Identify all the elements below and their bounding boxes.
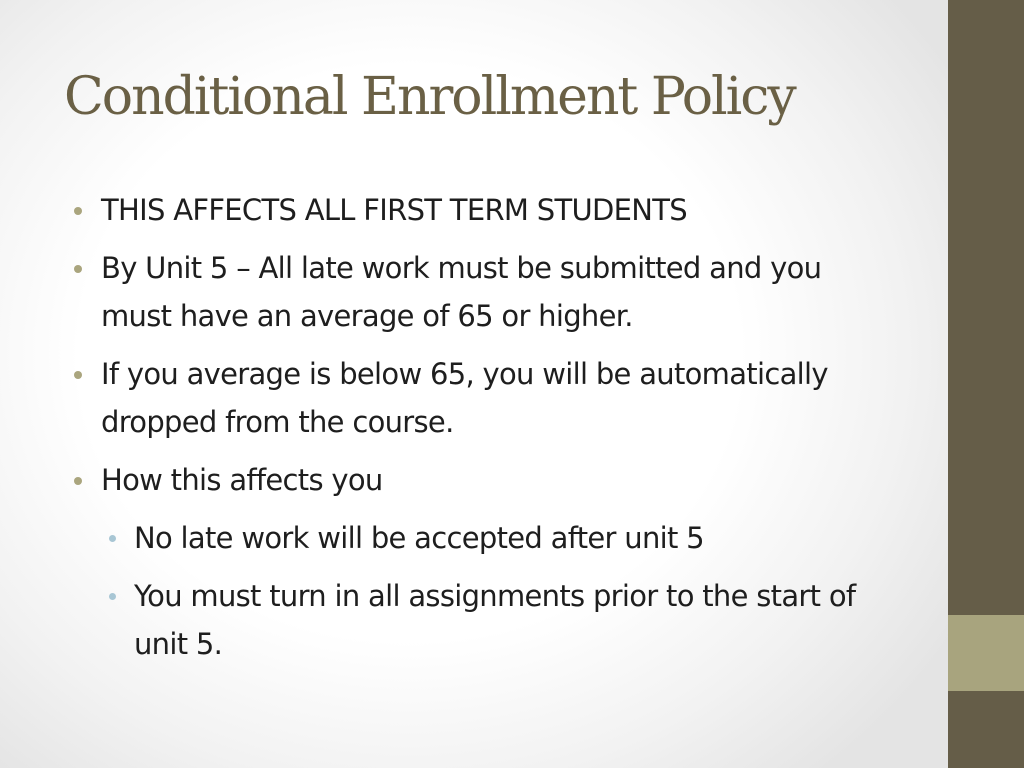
bullet-item <box>72 456 882 504</box>
bullet-dot-icon <box>74 371 82 379</box>
sub-bullet-text: You must turn in all assignments prior to the start of unit 5. <box>134 579 856 661</box>
sub-bullet-text: No late work will be accepted after unit 5 <box>134 521 704 555</box>
bullet-list <box>72 186 882 678</box>
bullet-text: THIS AFFECTS ALL FIRST TERM STUDENTS <box>101 193 687 227</box>
sub-bullet-dot-icon <box>109 593 116 600</box>
bullet-dot-icon <box>74 265 82 273</box>
bullet-item <box>72 350 882 446</box>
slide-title: Conditional Enrollment Policy <box>64 67 795 127</box>
bullet-dot-icon <box>74 477 82 485</box>
sub-bullet-item <box>105 514 882 562</box>
side-accent-block <box>948 615 1024 691</box>
sub-bullet-dot-icon <box>109 535 116 542</box>
bullet-dot-icon <box>74 207 82 215</box>
bullet-text: If you average is below 65, you will be automatically dropped from the course. <box>101 357 828 439</box>
bullet-text: How this affects you <box>101 463 383 497</box>
bullet-item <box>72 186 882 234</box>
bullet-item <box>72 244 882 340</box>
sub-bullet-item <box>105 572 882 668</box>
bullet-text: By Unit 5 – All late work must be submitted and you must have an average of 65 or higher. <box>101 251 822 333</box>
